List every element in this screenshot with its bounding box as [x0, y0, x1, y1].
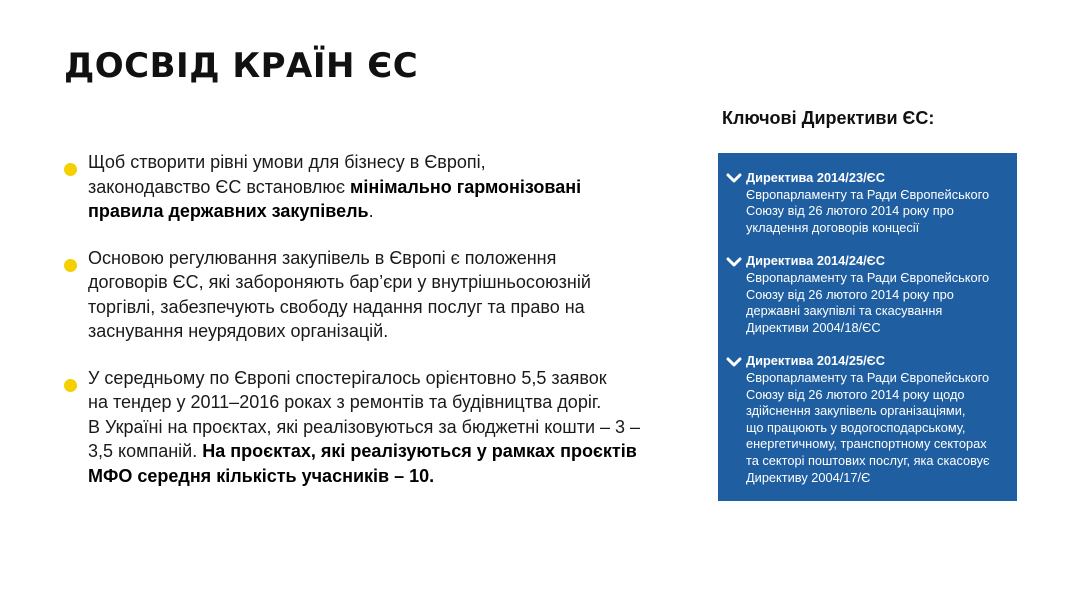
directive-item-2014-25 [726, 353, 1009, 486]
directive-item-2014-23 [726, 170, 1009, 236]
bullet-dot [64, 379, 77, 392]
bullet-line: заснування неурядових організацій. [88, 321, 389, 341]
bullet-line: МФО середня кількість учасників – 10. [88, 465, 435, 486]
bullet-item-1 [62, 150, 682, 224]
bullet-line: законодавство ЄС встановлює мінімально гармонізовані [88, 176, 582, 197]
bullet-line: Щоб створити рівні умови для бізнесу в Європі, [88, 152, 486, 172]
directive-description: Європарламенту та Ради Європейського Союзу від 26 лютого 2014 року про державні закупівлі та скасування Директиви 2004/18/ЄС [746, 269, 990, 335]
bullet-dot [64, 259, 77, 272]
directives-panel [718, 153, 1017, 501]
directive-description: Європарламенту та Ради Європейського Союзу від 26 лютого 2014 року про укладення договорів концесії [746, 186, 990, 235]
bullet-line: У середньому по Європі спостерігалось орієнтовно 5,5 заявок [88, 367, 607, 388]
directive-title: Директива 2014/24/ЄС [726, 253, 1009, 270]
bullet-item-2 [62, 246, 682, 344]
chevron-down-icon [726, 172, 742, 184]
directive-title: Директива 2014/23/ЄС [726, 170, 1009, 187]
bullet-list [62, 150, 682, 510]
bullet-line: торгівлі, забезпечують свободу надання послуг та право на [88, 296, 585, 317]
slide-title: ДОСВІД КРАЇН ЄС [64, 46, 419, 86]
bullet-item-3 [62, 366, 682, 489]
directive-title: Директива 2014/25/ЄС [726, 353, 1009, 370]
bullet-line: договорів ЄС, які забороняють бар’єри у внутрішньосоюзній [88, 272, 591, 292]
chevron-down-icon [726, 256, 742, 268]
sidebar-heading: Ключові Директиви ЄС: [722, 108, 935, 128]
bullet-line: В Україні на проєктах, які реалізовуються за бюджетні кошти – 3 – [88, 416, 641, 437]
directive-description: Європарламенту та Ради Європейського Союзу від 26 лютого 2014 року щодо здійснення закупівель організаціями, що працюють у водогосподарському, енергетичному, транспортному секторах та секторі поштових послуг, яка скасовує Директиву 2004/17/Є [746, 369, 990, 485]
directive-item-2014-24 [726, 253, 1009, 336]
bullet-line: на тендер у 2011–2016 роках з ремонтів та будівництва доріг. [88, 392, 602, 412]
bullet-line: 3,5 компаній. На проєктах, які реалізуються у рамках проєктів [88, 441, 637, 461]
chevron-down-icon [726, 356, 742, 368]
bullet-line: Основою регулювання закупівель в Європі є положення [88, 247, 557, 268]
bullet-dot [64, 163, 77, 176]
bullet-line: правила державних закупівель. [88, 201, 374, 221]
